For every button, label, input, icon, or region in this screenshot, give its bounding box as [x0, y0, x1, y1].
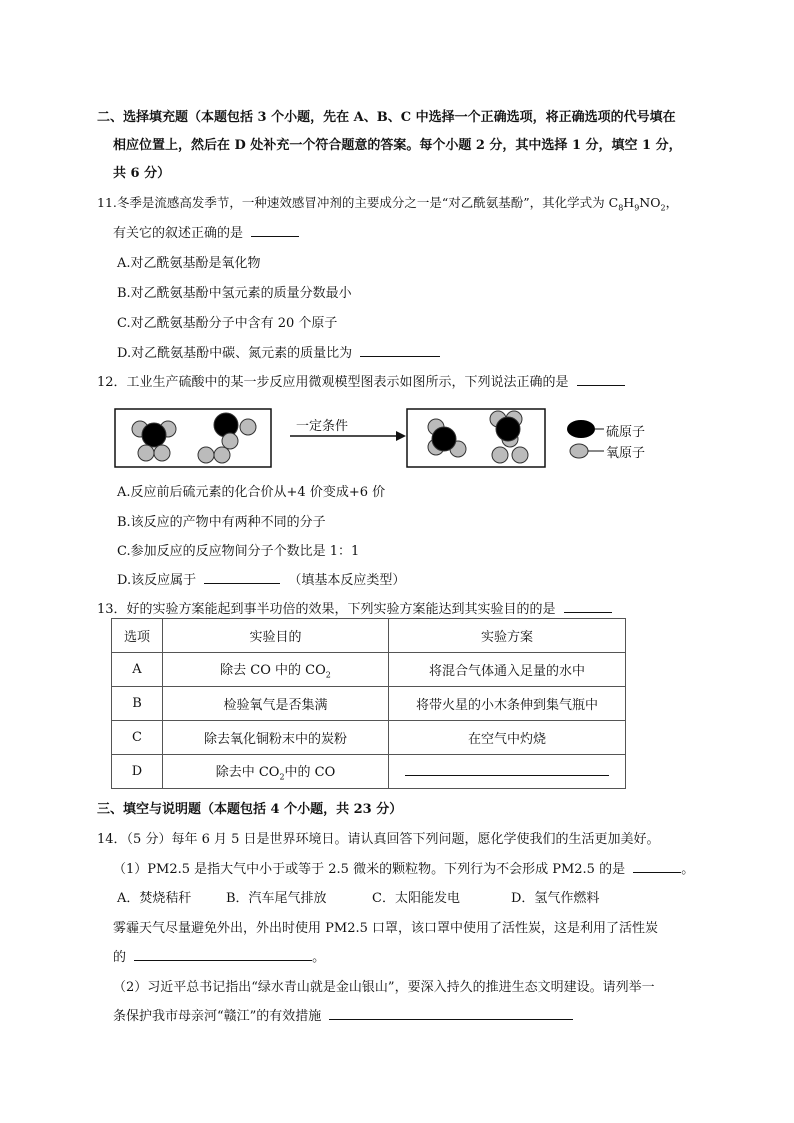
table-row [112, 721, 626, 755]
q14-part1-blank[interactable] [633, 860, 681, 873]
row-option: C [112, 721, 163, 755]
legend-oxygen-label: 氧原子 [606, 446, 646, 461]
q14-part1-line2: 雾霾天气尽量避免外出，外出时使用 PM2.5 口罩，该口罩中使用了活性炭，这是利用了活性炭 [113, 921, 658, 936]
q14-part1-text: （1）PM2.5 是指大气中小于或等于 2.5 微米的颗粒物。下列行为不会形成 PM2.5 的是 [113, 862, 626, 877]
q14-part1-line3-text: 的 [113, 950, 127, 965]
q12-option-c: C.参加反应的反应物间分子个数比是 1：1 [117, 544, 360, 559]
q11-stem-line2-text: 有关它的叙述正确的是 [113, 226, 244, 241]
row-goal [163, 653, 389, 687]
q14-choice-a: A．焚烧秸秆 [117, 891, 192, 906]
goal-text: 除去 CO 中的 CO [220, 663, 326, 679]
header-option: 选项 [112, 619, 163, 653]
q13-stem-text: 13．好的实验方案能起到事半功倍的效果，下列实验方案能达到其实验目的的是 [97, 602, 556, 617]
section3-title: 三、填空与说明题（本题包括 4 个小题，共 23 分） [97, 802, 403, 817]
q12-answer-blank[interactable] [577, 373, 625, 386]
legend-sulfur-atom [567, 420, 595, 438]
legend-sulfur-label: 硫原子 [606, 425, 646, 440]
table-row [112, 653, 626, 687]
q12-stem [97, 371, 625, 390]
q11-stem [97, 193, 678, 213]
q13-options-table [111, 618, 626, 789]
formula-no: NO [639, 195, 661, 210]
q12-option-d [117, 569, 405, 588]
row-option: A [112, 653, 163, 687]
header-goal: 实验目的 [163, 619, 389, 653]
q11-option-c: C.对乙酰氨基酚分子中含有 20 个原子 [117, 316, 338, 331]
goal-text: 除去中 CO [215, 765, 280, 781]
so2-molecule [132, 421, 176, 447]
goal-sub: 2 [325, 670, 331, 680]
q14-part1 [113, 858, 694, 877]
section2-line2: 相应位置上，然后在 D 处补充一个符合题意的答案。每个小题 2 分，其中选择 1 分，填空 1 分， [113, 138, 682, 153]
q12-stem-text: 12．工业生产硫酸中的某一步反应用微观模型图表示如图所示，下列说法正确的是 [97, 375, 569, 390]
q11-stem-line2 [113, 222, 299, 241]
row-plan: 将混合气体通入足量的水中 [389, 653, 626, 687]
o2-molecule [138, 445, 230, 463]
condition-label: 一定条件 [296, 419, 349, 434]
row-goal [163, 755, 389, 789]
q14-part2-line2-text: 条保护我市母亲河“赣江”的有效措施 [113, 1009, 322, 1024]
so3-molecule-2 [490, 411, 522, 447]
q14-choice-c: C．太阳能发电 [372, 891, 460, 906]
formula-sub: 9 [634, 203, 640, 213]
q12-option-a: A.反应前后硫元素的化合价从+4 价变成+6 价 [117, 485, 386, 500]
table-row [112, 687, 626, 721]
legend-oxygen-atom [570, 444, 588, 458]
q14-measure-blank[interactable] [329, 1007, 573, 1020]
q11-option-b: B.对乙酰氨基酚中氢元素的质量分数最小 [117, 286, 352, 301]
reaction-diagram [114, 407, 714, 469]
section2-line1: 二、选择填充题（本题包括 3 个小题，先在 A、B、C 中选择一个正确选项，将正确选项的代号填在 [97, 110, 676, 125]
table-row [112, 755, 626, 789]
q14-part2: （2）习近平总书记指出“绿水青山就是金山银山”，要深入持久的推进生态文明建设。请列举一 [113, 980, 655, 995]
row-plan: 在空气中灼烧 [389, 721, 626, 755]
o2-molecule-3 [492, 447, 528, 463]
row-plan [389, 755, 626, 789]
q14-part1-line3 [113, 946, 325, 965]
goal-sub: 2 [279, 772, 285, 782]
arrow-head [396, 431, 406, 441]
so2-molecule-2 [214, 413, 256, 449]
so3-molecule [428, 419, 466, 457]
formula-sub: 2 [660, 203, 666, 213]
q13-d-blank[interactable] [405, 763, 609, 776]
q14-stem: 14．（5 分）每年 6 月 5 日是世界环境日。请认真回答下列问题，愿化学使我们的生活更加美好。 [97, 832, 660, 847]
goal-text-b: 中的 CO [284, 765, 336, 781]
row-option: D [112, 755, 163, 789]
q11-option-d-text: D.对乙酰氨基酚中碳、氮元素的质量比为 [117, 346, 353, 361]
row-goal: 检验氧气是否集满 [163, 687, 389, 721]
formula-sub: 8 [618, 203, 624, 213]
row-plan: 将带火星的小木条伸到集气瓶中 [389, 687, 626, 721]
section2-line3: 共 6 分） [113, 166, 171, 181]
table-header-row [112, 619, 626, 653]
q14-choice-b: B．汽车尾气排放 [226, 891, 327, 906]
q14-choice-d: D．氢气作燃料 [511, 891, 600, 906]
q13-answer-blank[interactable] [564, 600, 612, 613]
q11-option-d [117, 342, 440, 361]
q14-part2-line2 [113, 1005, 573, 1024]
q12-option-d-hint: （填基本反应类型） [288, 573, 406, 588]
row-goal: 除去氧化铜粉末中的炭粉 [163, 721, 389, 755]
q14-part1-end: 。 [681, 862, 695, 877]
q13-stem [97, 598, 612, 617]
row-option: B [112, 687, 163, 721]
q11-answer-blank[interactable] [251, 224, 299, 237]
q12-option-d-text: D.该反应属于 [117, 573, 197, 588]
q12-d-blank[interactable] [204, 571, 280, 584]
formula-end: ， [665, 195, 679, 210]
q11-option-a: A.对乙酰氨基酚是氧化物 [117, 256, 261, 271]
q12-option-b: B.该反应的产物中有两种不同的分子 [117, 515, 326, 530]
q11-d-blank[interactable] [360, 344, 440, 357]
q14-carbon-blank[interactable] [134, 948, 312, 961]
header-plan: 实验方案 [389, 619, 626, 653]
q11-stem-text: 11.冬季是流感高发季节，一种速效感冒冲剂的主要成分之一是“对乙酰氨基酚”，其化学式为 C [97, 195, 619, 210]
formula-h: H [623, 195, 635, 210]
reactant-box [115, 409, 271, 467]
q14-line3-end: 。 [312, 950, 326, 965]
